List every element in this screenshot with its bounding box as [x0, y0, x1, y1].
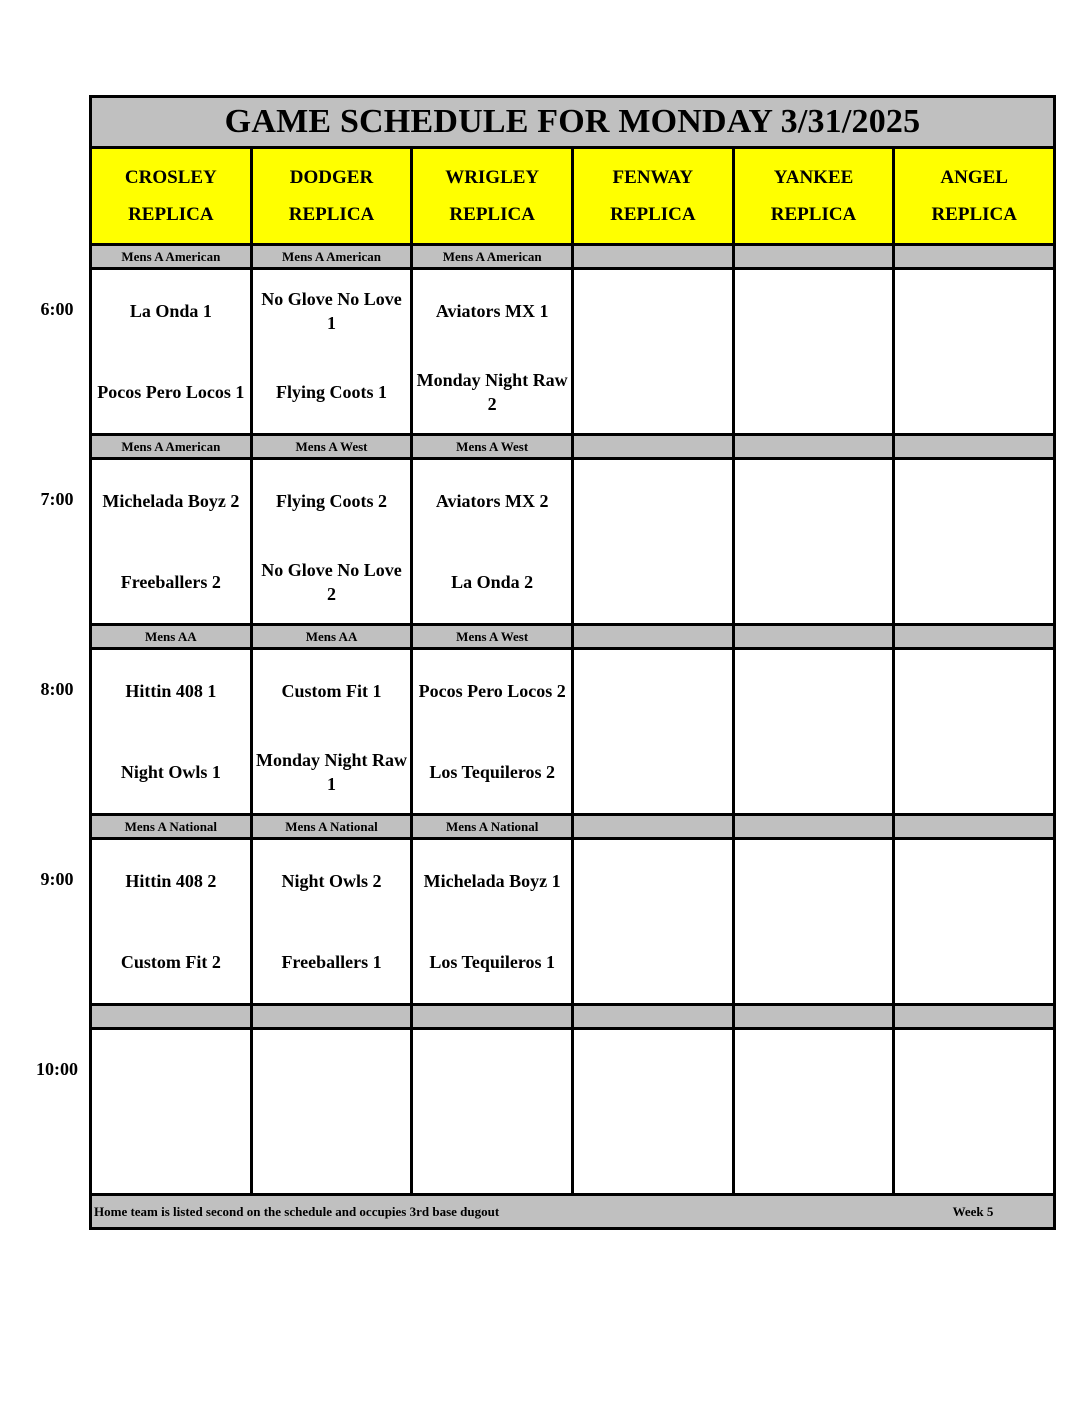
away-team — [895, 270, 1053, 352]
division-label — [895, 246, 1053, 267]
home-team: Pocos Pero Locos 1 — [97, 382, 245, 403]
away-team: Night Owls 2 — [281, 870, 382, 891]
division-row — [92, 1006, 1053, 1030]
away-team — [574, 840, 732, 922]
game-cell — [92, 460, 253, 623]
field-type: REPLICA — [931, 204, 1017, 225]
field-header-wrigley — [413, 149, 574, 243]
game-cell — [413, 840, 574, 1003]
away-team — [735, 840, 893, 922]
time-label: 8:00 — [40, 679, 74, 699]
away-team — [735, 270, 893, 352]
division-label: Mens A West — [253, 436, 414, 457]
game-cell — [895, 270, 1053, 433]
field-type: REPLICA — [288, 204, 375, 225]
game-cell — [413, 270, 574, 433]
home-team: Flying Coots 1 — [276, 382, 388, 403]
page-title: GAME SCHEDULE FOR MONDAY 3/31/2025 — [92, 98, 1053, 149]
game-cell — [895, 650, 1053, 813]
division-label — [574, 816, 735, 837]
away-team — [413, 1030, 571, 1112]
time-label: 9:00 — [40, 869, 74, 889]
home-team-note: Home team is listed second on the schedule and occupies 3rd base dugout — [94, 1203, 500, 1219]
away-team: Custom Fit 1 — [281, 680, 382, 701]
game-cell — [253, 840, 414, 1003]
game-cell — [253, 460, 414, 623]
field-name: CROSLEY — [124, 167, 217, 188]
field-type: REPLICA — [610, 204, 696, 225]
away-team — [574, 1030, 732, 1112]
home-team: Los Tequileros 2 — [429, 762, 556, 783]
game-cell — [253, 1030, 414, 1193]
division-label — [413, 1006, 574, 1027]
time-slots — [92, 246, 1053, 1193]
away-team: Michelada Boyz 2 — [102, 490, 240, 511]
field-name: DODGER — [289, 167, 374, 188]
game-cell — [574, 270, 735, 433]
away-team — [92, 1030, 250, 1112]
game-cell — [574, 650, 735, 813]
home-team: Monday Night Raw 2 — [416, 370, 568, 415]
game-cell — [413, 460, 574, 623]
games-row — [92, 1030, 1053, 1193]
game-cell — [253, 270, 414, 433]
home-team — [895, 922, 1053, 1004]
home-team — [574, 922, 732, 1004]
division-label: Mens A American — [92, 246, 253, 267]
division-label: Mens AA — [253, 626, 414, 647]
away-team: Hittin 408 1 — [125, 680, 217, 701]
game-cell — [735, 270, 896, 433]
division-row — [92, 626, 1053, 650]
home-team: Night Owls 1 — [120, 762, 221, 783]
game-cell — [253, 650, 414, 813]
home-team — [735, 922, 893, 1004]
field-header-angel — [895, 149, 1053, 243]
division-label — [574, 1006, 735, 1027]
home-team: Monday Night Raw 1 — [256, 750, 408, 795]
game-cell — [92, 840, 253, 1003]
division-row — [92, 816, 1053, 840]
footer-bar — [92, 1193, 1053, 1227]
game-cell — [735, 650, 896, 813]
away-team — [895, 460, 1053, 542]
division-label — [735, 816, 896, 837]
home-team — [895, 732, 1053, 814]
away-team: No Glove No Love 1 — [261, 288, 402, 333]
home-team — [895, 352, 1053, 434]
game-cell — [735, 840, 896, 1003]
field-type: REPLICA — [128, 204, 214, 225]
home-team: La Onda 2 — [451, 572, 534, 593]
field-name: WRIGLEY — [445, 167, 540, 188]
away-team: Michelada Boyz 1 — [423, 870, 561, 891]
home-team — [735, 542, 893, 624]
division-label: Mens A National — [253, 816, 414, 837]
field-type: REPLICA — [449, 204, 535, 225]
games-row — [92, 270, 1053, 436]
away-team — [735, 1030, 893, 1112]
division-label — [574, 626, 735, 647]
division-label — [574, 436, 735, 457]
division-label — [895, 816, 1053, 837]
field-header-crosley — [92, 149, 253, 243]
game-cell — [92, 270, 253, 433]
game-cell — [92, 650, 253, 813]
home-team: No Glove No Love 2 — [261, 560, 402, 605]
home-team: Custom Fit 2 — [120, 952, 221, 973]
away-team — [574, 460, 732, 542]
field-header-fenway — [574, 149, 735, 243]
division-label — [735, 1006, 896, 1027]
games-row — [92, 460, 1053, 626]
field-name: FENWAY — [612, 167, 694, 188]
week-label: Week 5 — [952, 1203, 994, 1219]
games-row — [92, 650, 1053, 816]
division-label: Mens A West — [413, 436, 574, 457]
home-team — [574, 352, 732, 434]
home-team — [574, 542, 732, 624]
home-team — [574, 1112, 732, 1194]
division-label — [253, 1006, 414, 1027]
away-team: Hittin 408 2 — [125, 870, 217, 891]
game-cell — [735, 460, 896, 623]
division-label — [735, 626, 896, 647]
game-cell — [735, 1030, 896, 1193]
away-team: La Onda 1 — [129, 300, 212, 321]
division-label: Mens A West — [413, 626, 574, 647]
field-header-dodger — [253, 149, 414, 243]
division-label: Mens A American — [253, 246, 414, 267]
away-team — [895, 1030, 1053, 1112]
home-team — [735, 1112, 893, 1194]
away-team — [735, 460, 893, 542]
home-team — [895, 1112, 1053, 1194]
home-team — [92, 1112, 250, 1194]
away-team — [895, 840, 1053, 922]
field-type: REPLICA — [770, 204, 857, 225]
field-header-row — [92, 149, 1053, 246]
division-label: Mens A American — [413, 246, 574, 267]
time-label: 7:00 — [40, 489, 74, 509]
field-name: YANKEE — [773, 167, 854, 188]
home-team — [735, 352, 893, 434]
away-team: Aviators MX 2 — [435, 490, 549, 511]
division-label: Mens A National — [92, 816, 253, 837]
time-label: 6:00 — [40, 299, 74, 319]
schedule-table — [89, 95, 1056, 1230]
division-label: Mens AA — [92, 626, 253, 647]
home-team — [895, 542, 1053, 624]
field-header-yankee — [735, 149, 896, 243]
home-team — [413, 1112, 571, 1194]
division-label — [92, 1006, 253, 1027]
division-row — [92, 436, 1053, 460]
home-team: Los Tequileros 1 — [429, 952, 556, 973]
game-cell — [574, 840, 735, 1003]
home-team — [253, 1112, 411, 1194]
home-team — [735, 732, 893, 814]
division-row — [92, 246, 1053, 270]
division-label — [895, 626, 1053, 647]
game-cell — [92, 1030, 253, 1193]
division-label: Mens A National — [413, 816, 574, 837]
time-label: 10:00 — [36, 1059, 78, 1079]
away-team — [895, 650, 1053, 732]
away-team: Flying Coots 2 — [276, 490, 388, 511]
division-label — [895, 1006, 1053, 1027]
away-team — [735, 650, 893, 732]
away-team: Pocos Pero Locos 2 — [418, 680, 566, 701]
division-label — [735, 246, 896, 267]
game-cell — [413, 650, 574, 813]
away-team — [253, 1030, 411, 1112]
game-cell — [895, 460, 1053, 623]
division-label — [574, 246, 735, 267]
home-team: Freeballers 1 — [281, 952, 382, 973]
home-team — [574, 732, 732, 814]
division-label — [895, 436, 1053, 457]
field-name: ANGEL — [940, 167, 1008, 188]
away-team: Aviators MX 1 — [435, 300, 549, 321]
division-label — [735, 436, 896, 457]
game-cell — [895, 840, 1053, 1003]
away-team — [574, 270, 732, 352]
games-row — [92, 840, 1053, 1006]
game-cell — [574, 460, 735, 623]
game-cell — [574, 1030, 735, 1193]
away-team — [574, 650, 732, 732]
game-cell — [895, 1030, 1053, 1193]
division-label: Mens A American — [92, 436, 253, 457]
game-cell — [413, 1030, 574, 1193]
home-team: Freeballers 2 — [120, 572, 221, 593]
